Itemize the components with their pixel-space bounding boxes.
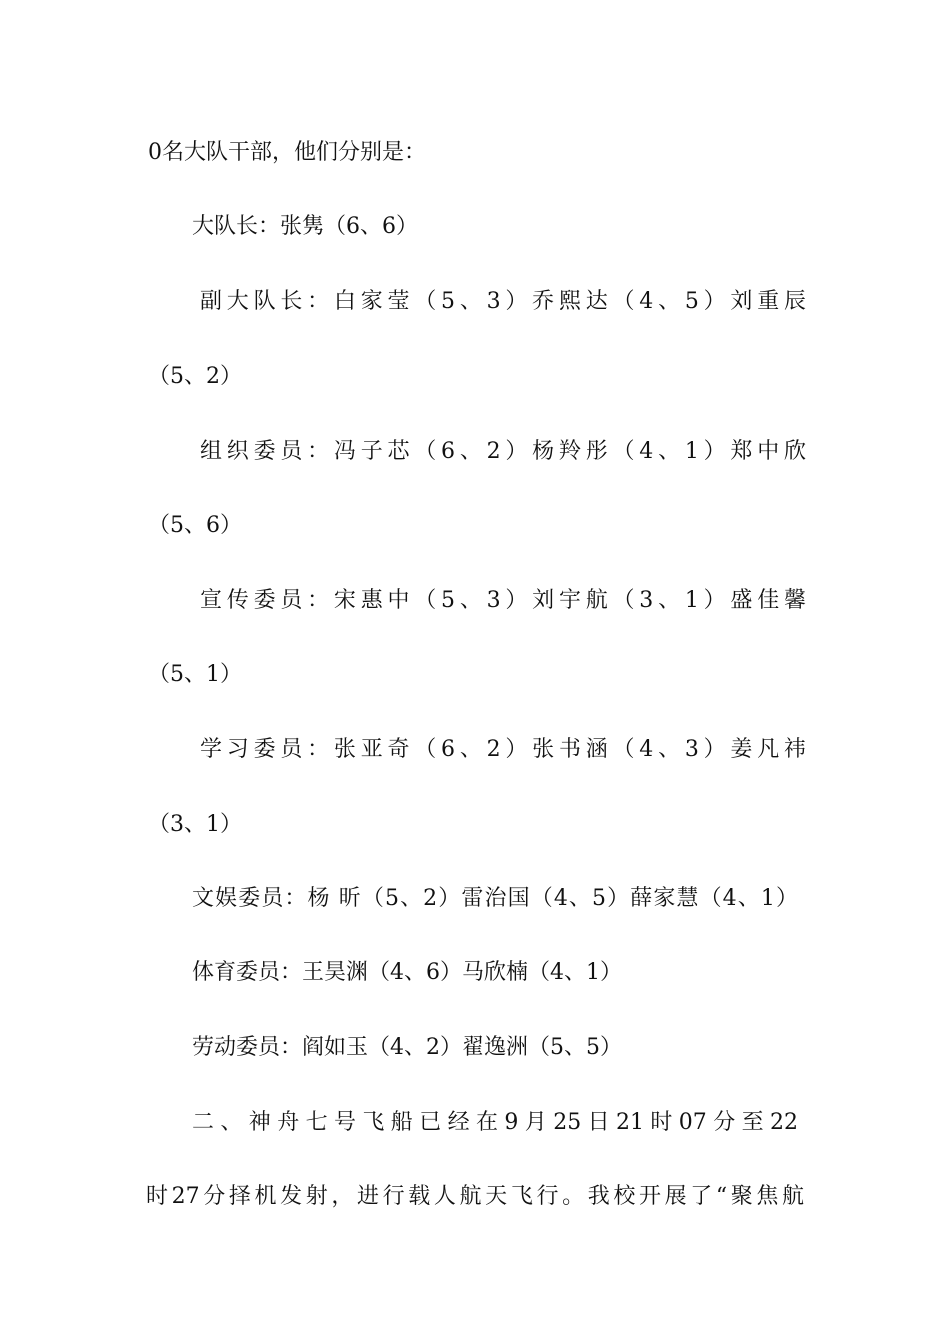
text-line: 劳动委员：阎如玉（4、2）翟逸洲（5、5）: [192, 1035, 622, 1060]
text-line: 组织委员：冯子芯（6、2）杨羚彤（4、1）郑中欣: [200, 439, 806, 464]
text-line: 学习委员：张亚奇（6、2）张书涵（4、3）姜凡祎: [200, 737, 806, 762]
text-line: （5、6）: [148, 513, 242, 538]
text-line: 宣传委员：宋惠中（5、3）刘宇航（3、1）盛佳馨: [200, 588, 806, 613]
text-line: 体育委员：王昊渊（4、6）马欣楠（4、1）: [192, 960, 622, 985]
text-line: 副大队长：白家莹（5、3）乔熙达（4、5）刘重辰: [200, 289, 806, 314]
text-line: 二、神舟七号飞船已经在9月25日21时07分至22: [192, 1110, 798, 1135]
text-line: （3、1）: [148, 812, 242, 837]
text-line: 时27分择机发射，进行载人航天飞行。我校开展了“聚焦航: [146, 1184, 804, 1209]
text-line: （5、2）: [148, 364, 242, 389]
text-line: （5、1）: [148, 662, 242, 687]
text-line: 大队长：张隽（6、6）: [192, 214, 418, 239]
text-line: 0名大队干部，他们分别是：: [148, 140, 426, 165]
text-line: 文娱委员：杨 昕（5、2）雷治国（4、5）薛家慧（4、1）: [192, 886, 798, 911]
